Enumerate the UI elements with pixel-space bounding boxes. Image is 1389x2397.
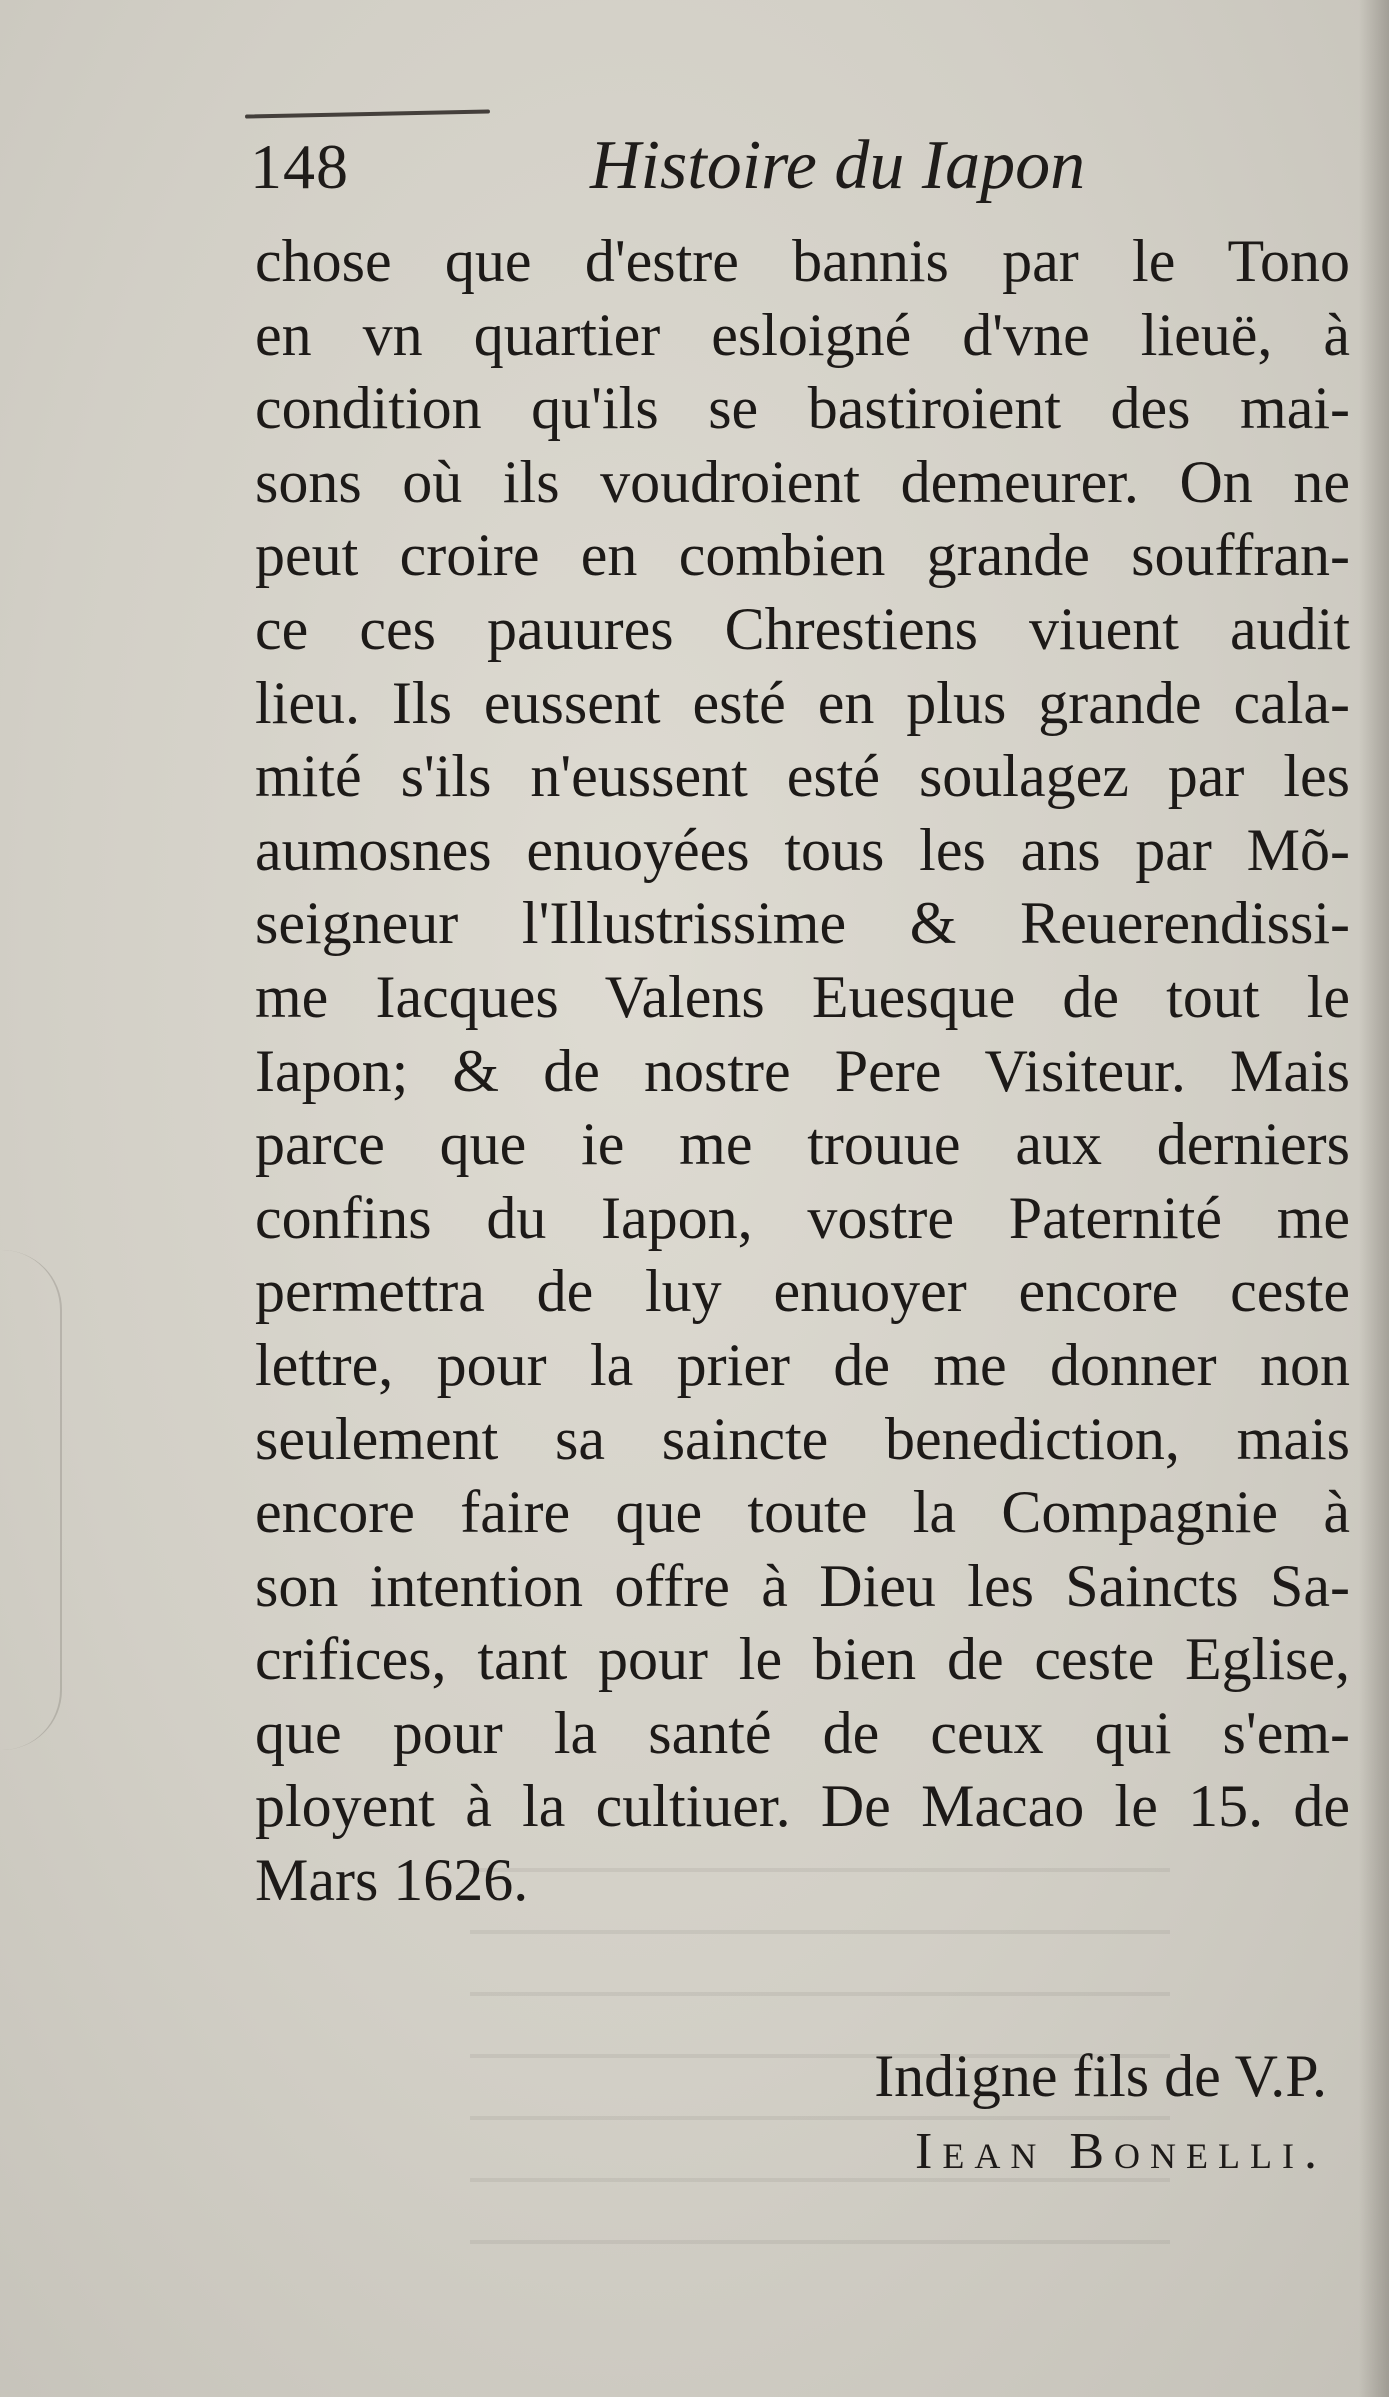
signature-name: Iean Bonelli. [915,2123,1327,2180]
page-crease [0,1250,62,1750]
page-header [250,127,1340,220]
text-line: seigneur l'Illustrissime & Reuerendissi- [255,890,1350,957]
text-line: seulement sa saincte benediction, mais [255,1405,1350,1472]
text-line: que pour la santé de ceux qui s'em- [255,1699,1350,1766]
text-line: aumosnes enuoyées tous les ans par Mõ- [255,816,1350,883]
text-line: confins du Iapon, vostre Paternité me [255,1184,1350,1251]
body-text [255,225,1350,1918]
text-line: condition qu'ils se bastiroient des mai- [255,375,1350,442]
text-line: peut croire en combien grande souffran- [255,522,1350,589]
text-line: permettra de luy enuoyer encore ceste [255,1258,1350,1325]
text-line-last: Mars 1626. [255,1847,529,1914]
text-line: parce que ie me trouue aux derniers [255,1111,1350,1178]
signature-block [874,2040,1327,2192]
text-line: sons où ils voudroient demeurer. On ne [255,448,1350,515]
text-line: ployent à la cultiuer. De Macao le 15. de [255,1773,1350,1840]
text-line: son intention offre à Dieu les Saincts Sa- [255,1552,1350,1619]
text-line: chose que d'estre bannis par le Tono [255,228,1350,294]
text-line: Iapon; & de nostre Pere Visiteur. Mais [255,1037,1350,1104]
text-line: crifices, tant pour le bien de ceste Eglise, [255,1626,1350,1693]
running-title: Histoire du Iapon [590,127,1086,204]
text-line: mité s'ils n'eussent esté soulagez par les [255,743,1350,810]
signature-salutation: Indigne fils de V.P. [874,2043,1327,2109]
page-edge-shadow [1359,0,1389,2397]
text-line: lettre, pour la prier de me donner non [255,1331,1350,1398]
text-line: lieu. Ils eussent esté en plus grande cala- [255,669,1350,736]
text-line: ce ces pauures Chrestiens viuent audit [255,595,1350,662]
text-line: me Iacques Valens Euesque de tout le [255,963,1350,1030]
page-number: 148 [250,131,349,202]
text-line: en vn quartier esloigné d'vne lieuë, à [255,301,1350,368]
header-rule [245,109,490,118]
text-line: encore faire que toute la Compagnie à [255,1479,1350,1546]
